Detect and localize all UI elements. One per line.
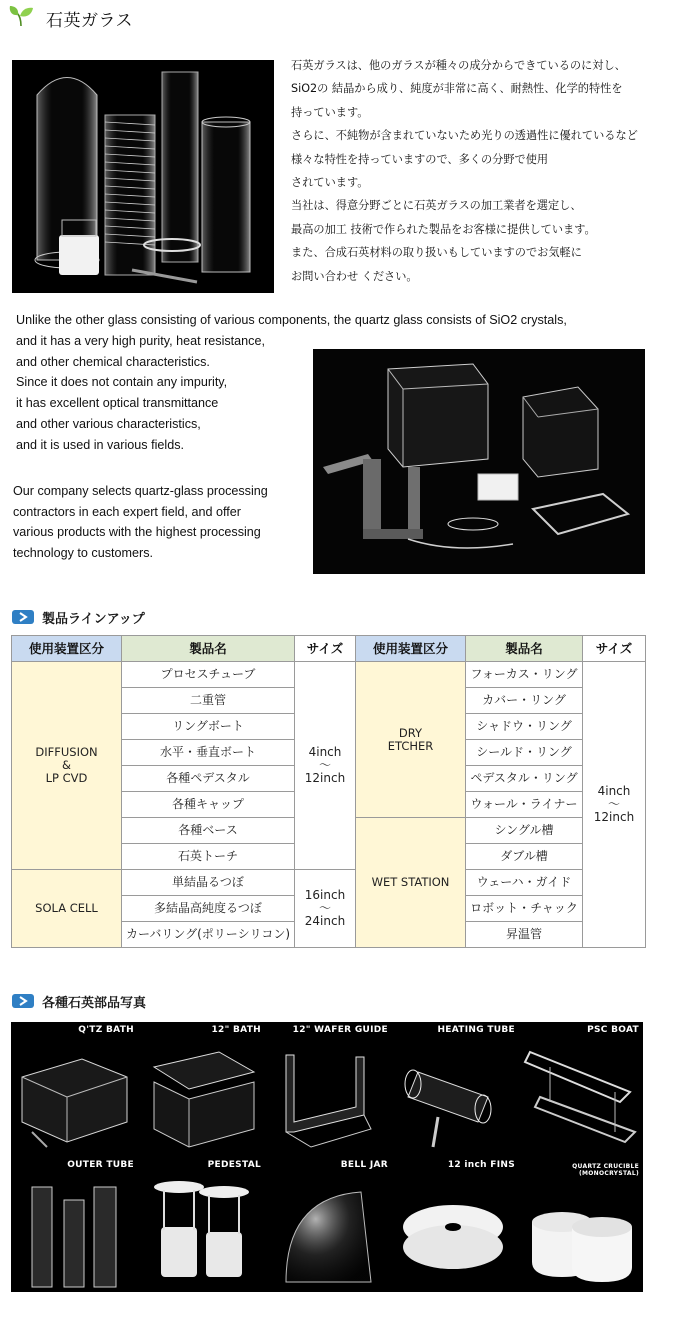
product-name: プロセスチューブ <box>122 662 295 688</box>
photo-12-bath <box>139 1023 264 1156</box>
table-row <box>12 662 646 688</box>
product-name: 各種ベース <box>122 818 295 844</box>
product-name: カバー・リング <box>466 688 583 714</box>
header-category: 使用装置区分 <box>356 636 466 662</box>
header-size: サイズ <box>295 636 356 662</box>
header-product: 製品名 <box>122 636 295 662</box>
size-range <box>295 870 356 948</box>
intro-jp-line: 最高の加工 技術で作られた製品をお客様に提供しています。 <box>291 222 596 236</box>
size-text: 4inch <box>597 784 631 798</box>
intro-jp-line: お問い合わせ ください。 <box>291 269 418 283</box>
intro-en-line: and it has a very high purity, heat resistance, <box>16 333 265 348</box>
photo-heating-tube <box>393 1023 518 1156</box>
product-name: シールド・リング <box>466 740 583 766</box>
quartz-equipment-photo <box>313 349 645 574</box>
photo-qtz-bath <box>12 1023 137 1156</box>
category-diffusion <box>12 662 122 870</box>
category-text: & <box>62 758 71 772</box>
company-en-line: technology to customers. <box>13 545 154 560</box>
company-english <box>13 481 303 563</box>
photo-label: 12" WAFER GUIDE <box>292 1025 388 1035</box>
product-lineup-table <box>11 635 646 948</box>
product-name: ダブル槽 <box>466 844 583 870</box>
size-text: 16inch <box>304 888 346 902</box>
photo-label: OUTER TUBE <box>67 1160 134 1170</box>
section-heading-lineup <box>12 607 145 627</box>
photo-outer-tube <box>12 1158 137 1291</box>
header-size: サイズ <box>583 636 646 662</box>
category-text: LP CVD <box>45 771 88 785</box>
product-name: 単結晶るつぼ <box>122 870 295 896</box>
photo-label: 12 inch FINS <box>447 1160 515 1170</box>
intro-jp-line: SiO2の 結晶から成り、純度が非常に高く、耐熱性、化学的特性を <box>291 82 623 96</box>
leaf-icon <box>8 4 34 28</box>
arrow-bullet-icon <box>12 994 34 1008</box>
section-title: 各種石英部品写真 <box>42 995 147 1011</box>
photo-label: BELL JAR <box>340 1160 388 1170</box>
photo-bell-jar <box>266 1158 391 1291</box>
photo-psc-boat <box>520 1023 642 1156</box>
intro-en-line: and other various characteristics, <box>16 416 201 431</box>
photo-label: PEDESTAL <box>207 1160 261 1170</box>
photo-label: PSC BOAT <box>587 1025 639 1035</box>
intro-japanese <box>291 54 691 288</box>
intro-jp-line: 石英ガラスは、他のガラスが種々の成分からできているのに対し、 <box>291 59 626 72</box>
photo-fins <box>393 1158 518 1291</box>
photo-wafer-guide <box>266 1023 391 1156</box>
product-name: 水平・垂直ボート <box>122 740 295 766</box>
page-title: 石英ガラス <box>46 11 133 31</box>
product-name: 各種ペデスタル <box>122 766 295 792</box>
intro-jp-line: さらに、不純物が含まれていないため光りの透過性に優れているなど <box>291 129 638 143</box>
size-text: 12inch <box>593 810 635 824</box>
photo-label: QUARTZ CRUCIBLE (MONOCRYSTAL) <box>572 1163 639 1177</box>
header-category: 使用装置区分 <box>12 636 122 662</box>
intro-jp-line: 当社は、得意分野ごとに石英ガラスの加工業者を選定し、 <box>291 199 582 213</box>
company-en-line: Our company selects quartz-glass processing <box>13 484 268 498</box>
size-text: 24inch <box>304 914 346 928</box>
product-name: 多結晶高純度るつぼ <box>122 896 295 922</box>
photo-label: HEATING TUBE <box>437 1025 515 1035</box>
category-wet-station: WET STATION <box>356 818 466 948</box>
category-text: ETCHER <box>387 738 434 753</box>
category-dry-etcher <box>356 662 466 818</box>
size-range <box>583 662 646 948</box>
size-text: ～ <box>318 901 331 915</box>
size-text: 12inch <box>304 771 346 785</box>
intro-en-line: and it is used in various fields. <box>16 437 185 452</box>
section-title: 製品ラインアップ <box>42 611 145 627</box>
arrow-bullet-icon <box>12 610 34 624</box>
product-name: 石英トーチ <box>122 844 295 870</box>
product-name: リングボート <box>122 714 295 740</box>
product-name: ペデスタル・リング <box>466 766 583 792</box>
product-name: 各種キャップ <box>122 792 295 818</box>
size-range <box>295 662 356 870</box>
company-en-line: various products with the highest processing <box>13 525 261 540</box>
photo-pedestal <box>139 1158 264 1291</box>
photo-label: 12" BATH <box>211 1025 261 1035</box>
product-name: シャドウ・リング <box>466 714 583 740</box>
quartz-parts-photo-grid <box>11 1022 643 1292</box>
intro-jp-line: 様々な特性を持っていますので、多くの分野で使用 <box>291 152 549 166</box>
product-name: 昇温管 <box>466 922 583 948</box>
product-name: カーバリング(ポリーシリコン) <box>122 922 295 948</box>
category-text: DRY <box>398 725 423 740</box>
size-text: ～ <box>607 797 620 811</box>
size-text: 4inch <box>308 745 342 759</box>
intro-jp-line: 持っています。 <box>291 105 369 119</box>
header-product: 製品名 <box>466 636 583 662</box>
intro-en-line: it has excellent optical transmittance <box>16 396 219 411</box>
product-name: ウェーハ・ガイド <box>466 870 583 896</box>
product-name: シングル槽 <box>466 818 583 844</box>
intro-jp-line: されています。 <box>291 176 369 190</box>
intro-en-line: Unlike the other glass consisting of various components, the quartz glass consists of SiO2 crystals, <box>16 313 567 327</box>
photo-quartz-crucible <box>520 1158 642 1291</box>
photo-label: Q'TZ BATH <box>78 1025 134 1035</box>
product-name: 二重管 <box>122 688 295 714</box>
table-header-row <box>12 636 646 662</box>
category-solar-cell: SOLA CELL <box>12 870 122 948</box>
intro-jp-line: また、合成石英材料の取り扱いもしていますのでお気軽に <box>291 246 582 260</box>
section-heading-photos <box>12 991 146 1011</box>
product-name: ウォール・ライナー <box>466 792 583 818</box>
intro-en-line: Since it does not contain any impurity, <box>16 375 228 390</box>
quartz-tubes-photo <box>12 60 274 293</box>
table-row <box>12 870 646 896</box>
size-text: ～ <box>318 758 331 772</box>
category-text: DIFFUSION <box>35 745 98 759</box>
product-name: フォーカス・リング <box>466 662 583 688</box>
product-name: ロボット・チャック <box>466 896 583 922</box>
intro-en-line: and other chemical characteristics. <box>16 354 210 369</box>
company-en-line: contractors in each expert field, and offer <box>13 504 241 519</box>
